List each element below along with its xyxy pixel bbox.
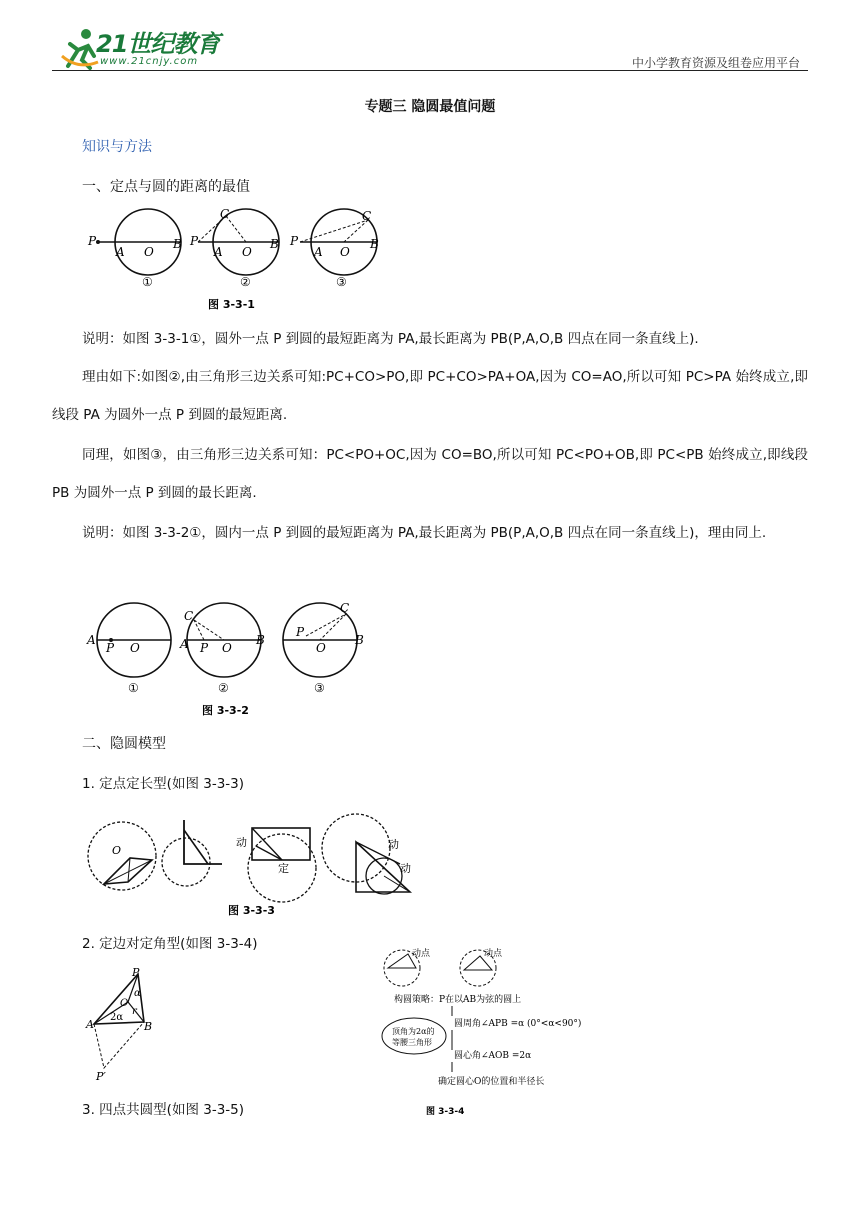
flow-step-3: 圆心角∠AOB =2α <box>454 1051 532 1061</box>
label-dong: 动 <box>236 836 247 849</box>
fig1-label-3: ③ <box>336 275 347 289</box>
paragraph-2: 理由如下:如图②,由三角形三边关系可知:PC+CO>PO,即 PC+CO>PA+OA,因为 CO=AO,所以可知 PC>PA 始终成立,即线段 PA 为圆外一点 P 到圆的最短距离. <box>52 369 808 423</box>
paragraph-1: 说明：如图 3-3-1①，圆外一点 P 到圆的最短距离为 PA,最长距离为 PB(P,A,O,B 四点在同一条直线上). <box>82 331 699 347</box>
page-title: 专题三 隐圆最值问题 <box>364 99 496 115</box>
label-C: C <box>220 207 230 221</box>
flow-step-2: 圆周角∠APB =α (0°<α<90°) <box>454 1019 582 1029</box>
fig1-label-1: ① <box>142 275 153 289</box>
bubble-text-2: 等腰三角形 <box>392 1038 432 1047</box>
figure-caption: 图 3-3-4 <box>426 1107 465 1117</box>
label-C: C <box>362 209 372 223</box>
paragraph-3: 同理，如图③，由三角形三边关系可知：PC<PO+OC,因为 CO=BO,所以可知 PC<PO+OB,即 PC<PB 始终成立,即线段 PB 为圆外一点 P 到圆的最长距离. <box>52 447 808 501</box>
fig1-panel-2 <box>189 207 279 289</box>
runner-logo-icon <box>60 26 100 70</box>
label-P: P <box>106 641 115 655</box>
fig2-label-3: ③ <box>314 681 325 695</box>
label-A: A <box>87 633 96 647</box>
logo-text: 21世纪教育 <box>96 30 220 58</box>
label-dong: 动 <box>388 838 399 851</box>
figure-3-3-1 <box>84 204 394 316</box>
flow-step-1: 构圆策略：P在以AB为弦的圆上 <box>394 995 522 1005</box>
item-1: 1. 定点定长型(如图 3-3-3) <box>82 776 245 792</box>
paragraph-4: 说明：如图 3-3-2①，圆内一点 P 到圆的最短距离为 PA,最长距离为 PB(P,A,O,B 四点在同一条直线上)，理由同上. <box>82 525 767 541</box>
label-A: A <box>214 245 223 259</box>
section2-heading: 二、隐圆模型 <box>82 736 166 752</box>
label-P: P <box>132 966 140 979</box>
label-O: O <box>130 641 140 655</box>
figure-3-3-4-triangle <box>84 964 174 1084</box>
flow-step-4: 确定圆心O的位置和半径长 <box>438 1077 545 1087</box>
label-2alpha: 2α <box>110 1012 124 1023</box>
label-B: B <box>270 237 279 251</box>
label-A: A <box>86 1018 94 1031</box>
label-P: P <box>88 234 97 248</box>
label-dong: 动 <box>400 862 411 875</box>
fig2-panel-2 <box>179 603 265 695</box>
label-P: P <box>190 234 199 248</box>
bubble-text-1: 顶角为2α的 <box>392 1027 435 1036</box>
label-B: B <box>144 1020 153 1033</box>
item-2: 2. 定边对定角型(如图 3-3-4) <box>82 936 258 952</box>
label-B: B <box>370 237 379 251</box>
label-O: O <box>120 998 129 1009</box>
label-alpha: α <box>134 988 141 999</box>
label-C: C <box>340 601 350 615</box>
fig2-label-2: ② <box>218 681 229 695</box>
label-C: C <box>184 609 194 623</box>
logo-url: www.21cnjy.com <box>100 56 199 67</box>
item-3: 3. 四点共圆型(如图 3-3-5) <box>82 1102 245 1118</box>
fig1-panel-1 <box>87 209 182 289</box>
label-A: A <box>314 245 323 259</box>
label-P: P <box>290 234 299 248</box>
fig3-panel-1 <box>88 822 156 890</box>
label-B: B <box>355 633 364 647</box>
figure-caption: 图 3-3-3 <box>228 904 275 917</box>
fig3-panel-4 <box>322 814 411 894</box>
fig2-panel-1 <box>86 603 171 695</box>
label-A: A <box>180 637 189 651</box>
fig1-panel-3 <box>289 209 379 289</box>
subtitle: 知识与方法 <box>82 139 152 155</box>
label-O: O <box>316 641 326 655</box>
label-O: O <box>144 245 154 259</box>
label-B: B <box>256 633 265 647</box>
label-O: O <box>340 245 350 259</box>
fig1-label-2: ② <box>240 275 251 289</box>
label-P: P <box>200 641 209 655</box>
fig3-panel-2 <box>162 820 222 886</box>
fig2-label-1: ① <box>128 681 139 695</box>
label-A: A <box>116 245 125 259</box>
section1-heading: 一、定点与圆的距离的最值 <box>82 179 250 195</box>
site-logo[interactable] <box>60 26 240 74</box>
label-O: O <box>112 844 122 857</box>
fig3-panel-3 <box>236 828 316 902</box>
figure-caption: 图 3-3-2 <box>202 704 249 717</box>
header-divider <box>52 70 808 71</box>
label-P: P <box>296 625 305 639</box>
label-r: r <box>132 1006 137 1017</box>
fig2-panel-3 <box>283 601 364 695</box>
figure-caption: 图 3-3-1 <box>208 298 255 311</box>
label-O: O <box>242 245 252 259</box>
figure-3-3-4-flowchart <box>380 942 590 1122</box>
figure-3-3-3 <box>84 806 424 922</box>
label-P-prime: P′ <box>96 1070 106 1083</box>
label-O: O <box>222 641 232 655</box>
platform-name: 中小学教育资源及组卷应用平台 <box>631 56 800 70</box>
label-B: B <box>173 237 182 251</box>
figure-3-3-2 <box>84 600 374 720</box>
label-dongdian: 动点 <box>412 949 431 959</box>
label-dongdian: 动点 <box>484 949 503 959</box>
label-ding: 定 <box>278 862 289 875</box>
